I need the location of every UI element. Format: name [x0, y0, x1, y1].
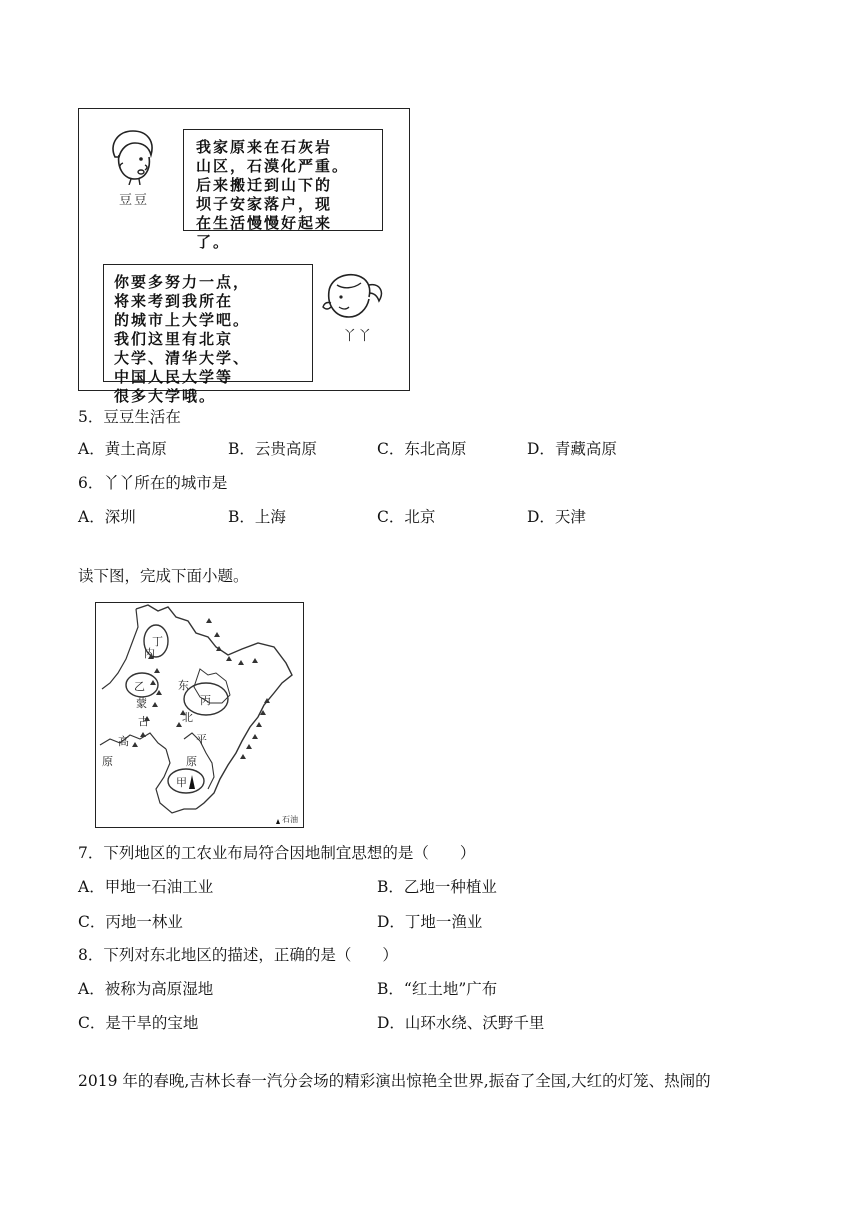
q6-option-d[interactable]: D．天津 — [527, 508, 586, 526]
q8-option-b[interactable]: B．“红土地”广布 — [377, 980, 498, 998]
doudou-name: 豆豆 — [119, 193, 150, 208]
q7-option-b[interactable]: B．乙地一种植业 — [377, 878, 497, 896]
question-5-stem: 5．豆豆生活在 — [78, 408, 181, 426]
q6-option-c[interactable]: C．北京 — [377, 508, 436, 526]
yaya-name: 丫丫 — [343, 329, 374, 344]
map-label-jia: 甲 — [176, 776, 187, 789]
map-label-yuan2: 原 — [186, 755, 197, 768]
question-8-stem: 8．下列对东北地区的描述，正确的是（ ） — [78, 946, 398, 964]
map-label-nei: 内 — [144, 647, 155, 660]
map-label-meng: 蒙 — [136, 697, 147, 710]
map-label-bei: 北 — [182, 711, 193, 724]
map-label-gu: 古 — [138, 715, 149, 728]
q8-option-d[interactable]: D．山环水绕、沃野千里 — [377, 1014, 545, 1032]
map-legend-oil: 石油 — [282, 815, 298, 824]
map-label-yuan: 原 — [102, 755, 113, 768]
q8-option-c[interactable]: C．是干旱的宝地 — [78, 1014, 199, 1032]
map-label-gao: 高 — [118, 735, 129, 748]
map-label-yi: 乙 — [134, 680, 145, 693]
map-intro: 读下图，完成下面小题。 — [78, 567, 249, 585]
yaya-speech-bubble: 你要多努力一点， 将来考到我所在 的城市上大学吧。 我们这里有北京 大学、清华大学、 中国人民大学等 很多大学哦。 — [103, 264, 313, 382]
q6-option-b[interactable]: B．上海 — [228, 508, 286, 526]
map-label-dong: 东 — [178, 679, 189, 692]
doudou-face-icon — [105, 127, 161, 185]
q6-option-a[interactable]: A．深圳 — [78, 508, 136, 526]
q5-option-c[interactable]: C．东北高原 — [377, 440, 467, 458]
q5-option-a[interactable]: A．黄土高原 — [78, 440, 167, 458]
comic-figure — [78, 108, 410, 405]
q8-option-a[interactable]: A．被称为高原湿地 — [78, 980, 214, 998]
question-6-stem: 6．丫丫所在的城市是 — [78, 474, 228, 492]
question-7-stem: 7．下列地区的工农业布局符合因地制宜思想的是（ ） — [78, 844, 476, 862]
q7-option-d[interactable]: D．丁地一渔业 — [377, 913, 483, 931]
q7-option-a[interactable]: A．甲地一石油工业 — [78, 878, 214, 896]
q7-option-c[interactable]: C．丙地一林业 — [78, 913, 183, 931]
map-label-ping: 平 — [196, 733, 207, 746]
q5-option-b[interactable]: B．云贵高原 — [228, 440, 317, 458]
map-label-ding: 丁 — [152, 635, 163, 648]
yaya-face-icon — [315, 269, 387, 323]
northeast-map — [95, 602, 304, 828]
doudou-speech-bubble: 我家原来在石灰岩 山区，石漠化严重。 后来搬迁到山下的 坝子安家落户，现 在生活慢慢好起来 了。 — [183, 129, 383, 231]
q5-option-d[interactable]: D．青藏高原 — [527, 440, 617, 458]
passage-text: 2019 年的春晚,吉林长春一汽分会场的精彩演出惊艳全世界,振奋了全国,大红的灯笼、热闹的 — [78, 1072, 711, 1090]
map-label-bing: 丙 — [200, 694, 211, 707]
map-outline — [96, 603, 303, 827]
